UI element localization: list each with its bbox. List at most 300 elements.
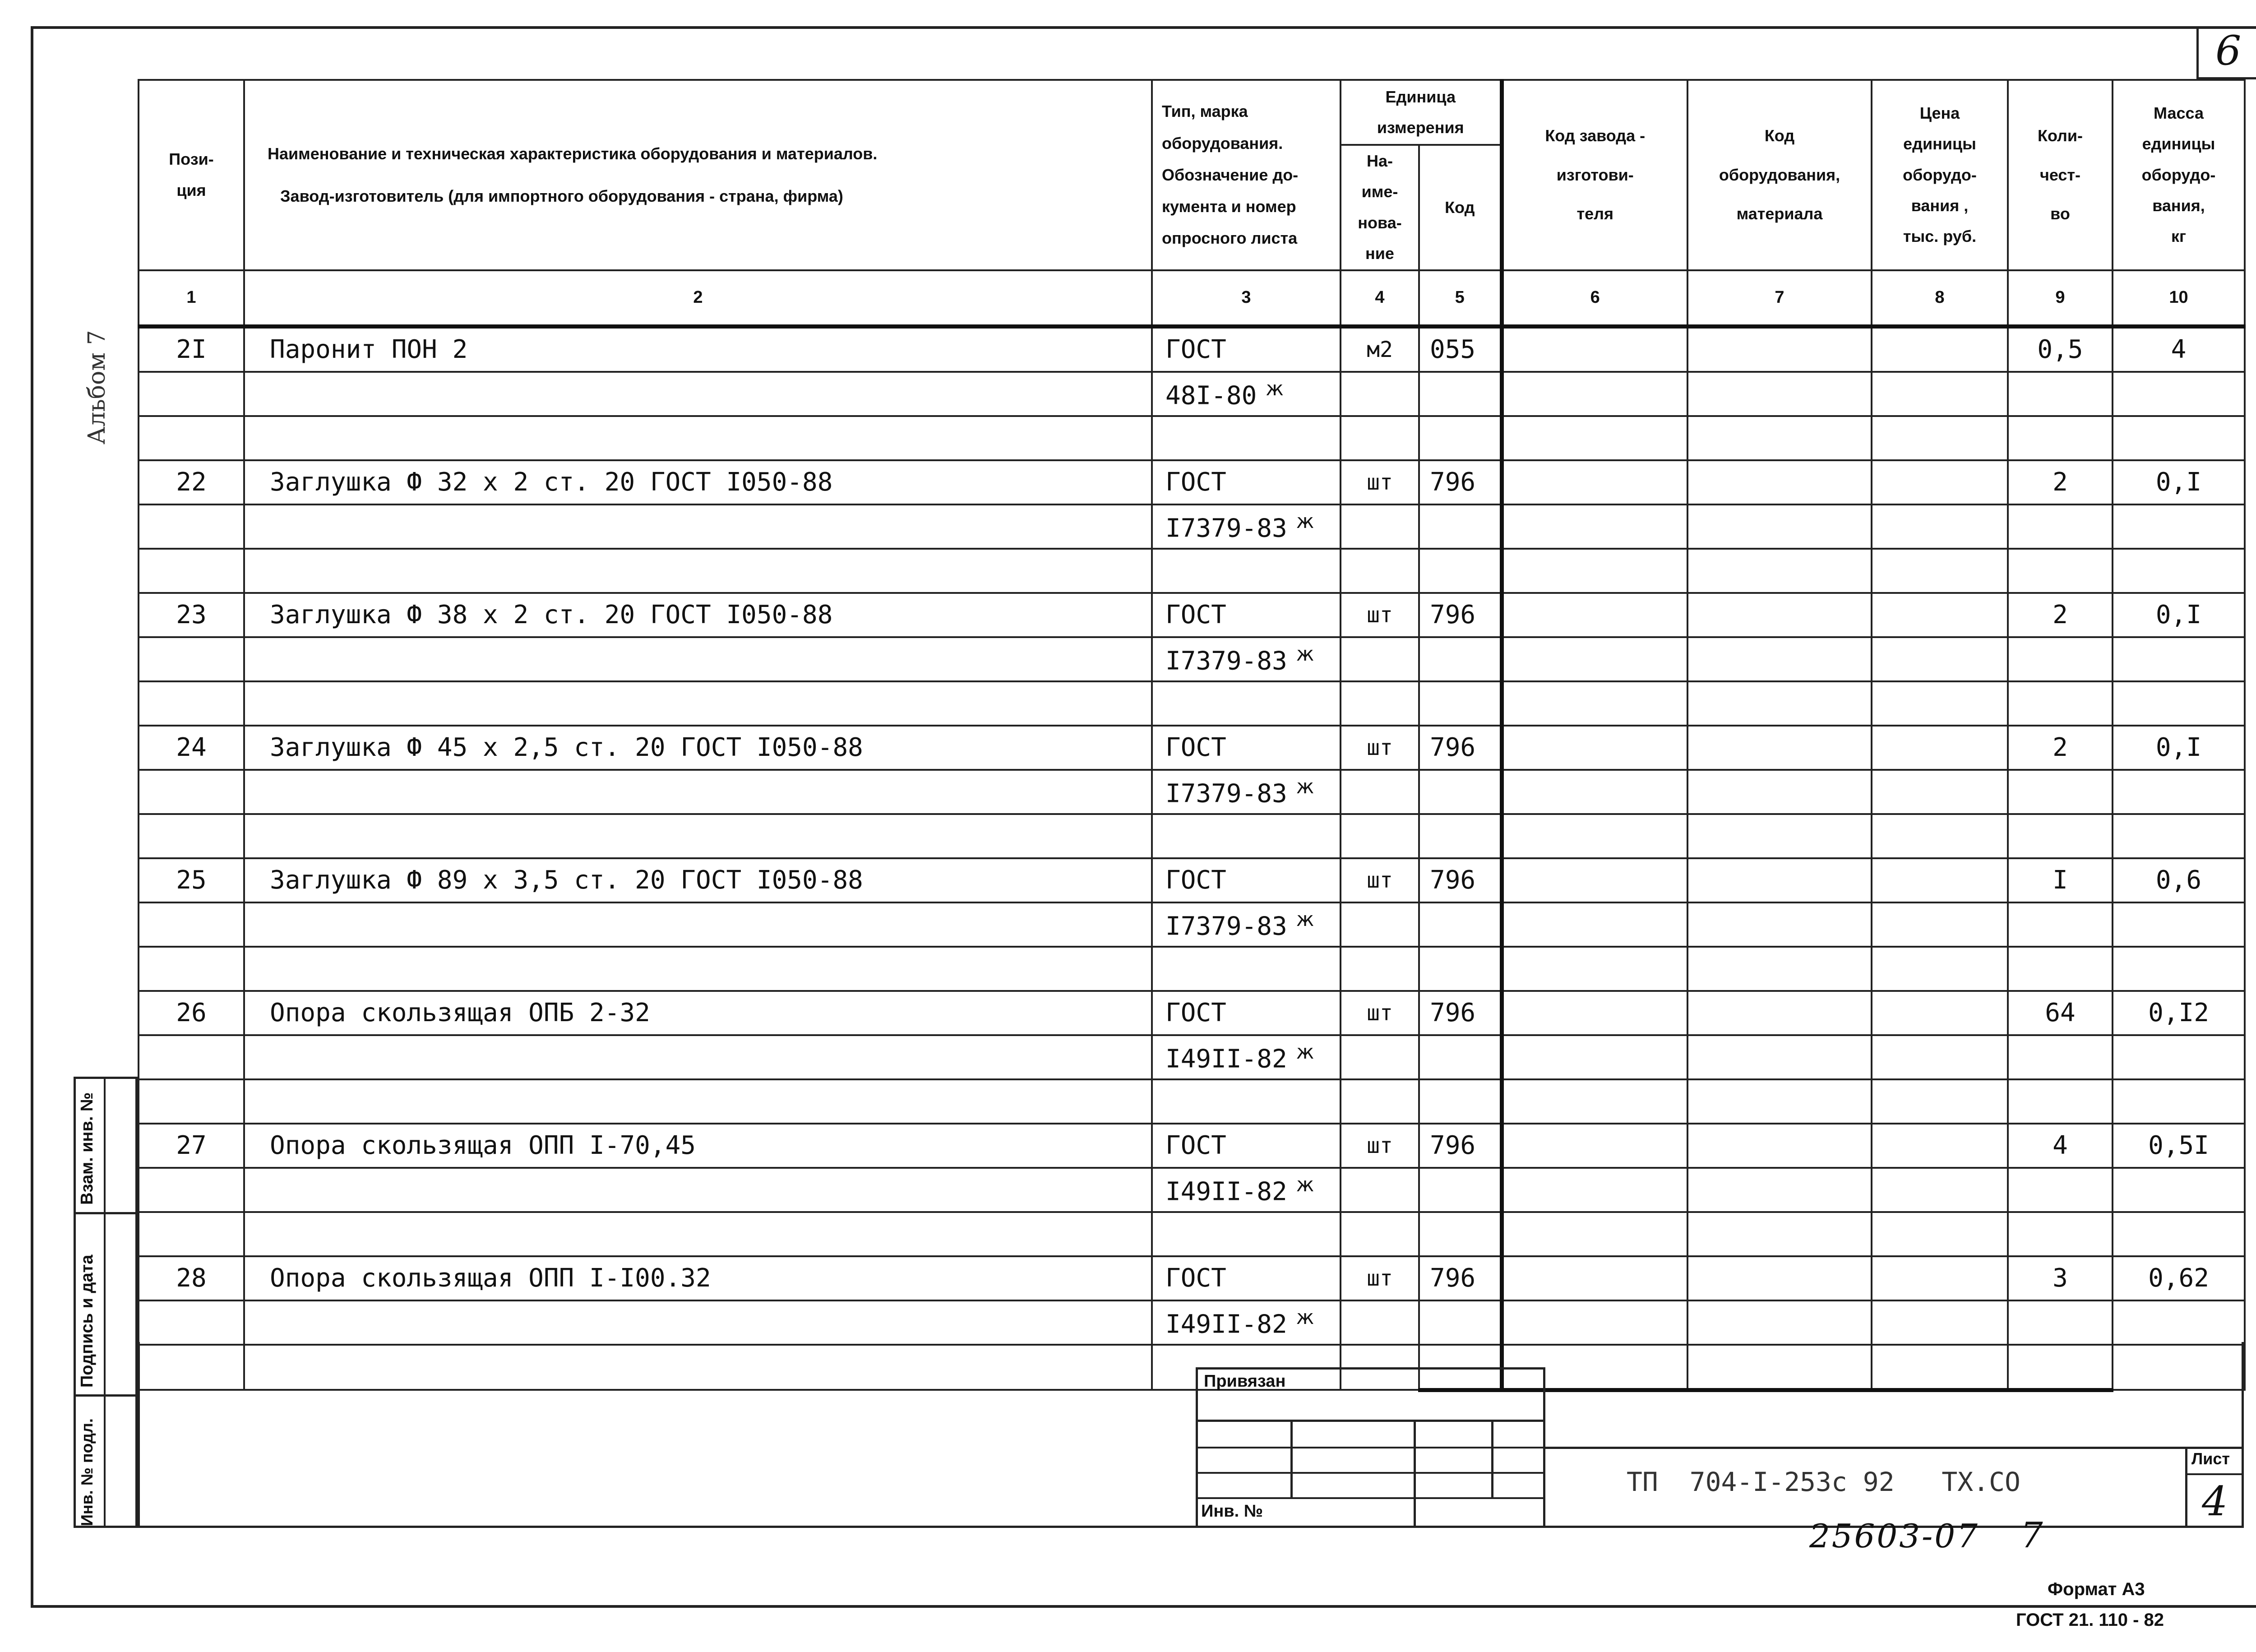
empty-cell <box>1687 1212 1872 1256</box>
empty-cell <box>1152 416 1341 460</box>
empty-cell <box>1687 770 1872 814</box>
format-label: Формат А3 <box>2048 1579 2145 1599</box>
empty-cell <box>2113 1079 2245 1124</box>
inv-no-label: Инв. № <box>1201 1502 1263 1521</box>
row-position: 22 <box>139 460 244 504</box>
row-mass: 0,I2 <box>2113 991 2245 1035</box>
empty-cell <box>1502 372 1687 416</box>
empty-cell <box>1872 416 2008 460</box>
empty-cell <box>1687 1079 1872 1124</box>
empty-cell <box>139 1300 244 1345</box>
empty-cell <box>1152 1079 1341 1124</box>
row-equipment-code <box>1687 858 1872 902</box>
row-unit-code: 796 <box>1419 726 1502 770</box>
empty-cell <box>244 814 1152 858</box>
star-mark: ж <box>1296 775 1314 798</box>
empty-cell <box>1341 1168 1419 1212</box>
empty-cell <box>1502 1079 1687 1124</box>
empty-cell <box>1872 770 2008 814</box>
row-doc-gost: ГОСТ <box>1152 460 1341 504</box>
empty-cell <box>244 637 1152 681</box>
empty-cell <box>2008 947 2113 991</box>
empty-cell <box>1341 1079 1419 1124</box>
empty-cell <box>139 902 244 947</box>
empty-cell <box>1341 637 1419 681</box>
star-mark: ж <box>1296 642 1314 666</box>
table-body <box>139 326 2245 1390</box>
row-unit-code: 796 <box>1419 991 1502 1035</box>
table-row <box>139 991 2245 1035</box>
row-doc-number: I7379-83 $^ж$ <box>1152 902 1341 947</box>
empty-cell <box>1341 372 1419 416</box>
empty-cell <box>1872 549 2008 593</box>
side-stamp-col <box>104 1077 106 1528</box>
empty-cell <box>1419 504 1502 549</box>
empty-cell <box>2008 902 2113 947</box>
album-label: Альбом 7 <box>83 330 111 444</box>
empty-cell <box>2113 947 2245 991</box>
empty-cell <box>2008 1035 2113 1079</box>
empty-cell <box>2008 1300 2113 1345</box>
row-quantity: 2 <box>2008 593 2113 637</box>
empty-cell <box>244 1079 1152 1124</box>
empty-cell <box>244 1212 1152 1256</box>
row-plant-code <box>1502 460 1687 504</box>
empty-cell <box>1502 1168 1687 1212</box>
outer-frame-top <box>31 26 2256 29</box>
star-mark: ж <box>1296 1040 1314 1064</box>
table-row-doc <box>139 770 2245 814</box>
row-plant-code <box>1502 1256 1687 1300</box>
col-number: 8 <box>1872 270 2008 327</box>
header-unit-price: Цена единицы оборудо- вания , тыс. руб. <box>1872 80 2008 270</box>
specification-table <box>138 79 2246 1392</box>
col-number: 5 <box>1419 270 1502 327</box>
privyazan-vline-2 <box>1414 1420 1416 1528</box>
archive-suffix: 7 <box>2020 1515 2043 1556</box>
row-unit-code: 055 <box>1419 326 1502 372</box>
outer-frame-left <box>31 26 33 1608</box>
row-quantity: I <box>2008 858 2113 902</box>
row-mass: 0,I <box>2113 593 2245 637</box>
empty-cell <box>1152 1212 1341 1256</box>
row-doc-gost: ГОСТ <box>1152 1256 1341 1300</box>
empty-cell <box>1152 814 1341 858</box>
empty-cell <box>2113 549 2245 593</box>
empty-cell <box>2113 681 2245 726</box>
empty-cell <box>139 814 244 858</box>
row-unit-code: 796 <box>1419 460 1502 504</box>
empty-cell <box>1419 902 1502 947</box>
row-price <box>1872 1124 2008 1168</box>
row-price <box>1872 593 2008 637</box>
empty-cell <box>1502 770 1687 814</box>
empty-cell <box>2113 372 2245 416</box>
list-label: Лист <box>2191 1449 2230 1468</box>
empty-cell <box>244 416 1152 460</box>
row-position: 25 <box>139 858 244 902</box>
empty-cell <box>1687 637 1872 681</box>
empty-cell <box>1502 416 1687 460</box>
row-unit-code: 796 <box>1419 1124 1502 1168</box>
empty-cell <box>2008 1212 2113 1256</box>
empty-cell <box>2113 637 2245 681</box>
star-mark: ж <box>1266 377 1284 400</box>
empty-cell <box>2008 372 2113 416</box>
empty-cell <box>1502 902 1687 947</box>
row-quantity: 0,5 <box>2008 326 2113 372</box>
table-row <box>139 460 2245 504</box>
row-mass: 0,6 <box>2113 858 2245 902</box>
row-doc-number: I49II-82 $^ж$ <box>1152 1168 1341 1212</box>
empty-cell <box>1687 416 1872 460</box>
table-row-spacer <box>139 549 2245 593</box>
row-unit-code: 796 <box>1419 1256 1502 1300</box>
row-mass: 0,I <box>2113 726 2245 770</box>
empty-cell <box>1341 549 1419 593</box>
empty-cell <box>1502 549 1687 593</box>
col-number: 4 <box>1341 270 1419 327</box>
table-row-doc <box>139 902 2245 947</box>
empty-cell <box>1341 1212 1419 1256</box>
empty-cell <box>2008 1079 2113 1124</box>
header-unit-mass: Масса единицы оборудо- вания, кг <box>2113 80 2245 270</box>
row-doc-gost: ГОСТ <box>1152 858 1341 902</box>
row-name: Опора скользящая ОПБ 2-32 <box>244 991 1152 1035</box>
row-price <box>1872 1256 2008 1300</box>
table-row-spacer <box>139 1079 2245 1124</box>
empty-cell <box>1341 1035 1419 1079</box>
table-row <box>139 1256 2245 1300</box>
empty-cell <box>2008 1168 2113 1212</box>
row-price <box>1872 326 2008 372</box>
row-quantity: 4 <box>2008 1124 2113 1168</box>
row-price <box>1872 991 2008 1035</box>
row-doc-number: I7379-83 $^ж$ <box>1152 637 1341 681</box>
row-unit: шт <box>1341 858 1419 902</box>
header-unit-code: Код <box>1419 145 1502 270</box>
row-doc-gost: ГОСТ <box>1152 726 1341 770</box>
empty-cell <box>244 549 1152 593</box>
table-row-doc <box>139 504 2245 549</box>
row-equipment-code <box>1687 460 1872 504</box>
empty-cell <box>1419 549 1502 593</box>
row-doc-gost: ГОСТ <box>1152 593 1341 637</box>
col-number: 6 <box>1502 270 1687 327</box>
empty-cell <box>1687 549 1872 593</box>
table-row-doc <box>139 372 2245 416</box>
col-number: 7 <box>1687 270 1872 327</box>
empty-cell <box>1419 1079 1502 1124</box>
row-name: Заглушка Ф 32 х 2 ст. 20 ГОСТ I050-88 <box>244 460 1152 504</box>
empty-cell <box>1687 1300 1872 1345</box>
empty-cell <box>1419 416 1502 460</box>
side-field-vzam: Взам. инв. № <box>78 1092 97 1205</box>
table-row-doc <box>139 1035 2245 1079</box>
empty-cell <box>139 1168 244 1212</box>
empty-cell <box>1872 504 2008 549</box>
empty-cell <box>244 902 1152 947</box>
table-row <box>139 593 2245 637</box>
privyazan-label: Привязан <box>1204 1372 1286 1391</box>
row-unit: шт <box>1341 726 1419 770</box>
empty-cell <box>1502 1035 1687 1079</box>
row-equipment-code <box>1687 326 1872 372</box>
empty-cell <box>244 1035 1152 1079</box>
privyazan-vline-1 <box>1290 1420 1293 1499</box>
row-plant-code <box>1502 593 1687 637</box>
list-box-divider <box>2185 1473 2244 1475</box>
empty-cell <box>244 1300 1152 1345</box>
row-unit-code: 796 <box>1419 593 1502 637</box>
empty-cell <box>2113 416 2245 460</box>
table-row <box>139 726 2245 770</box>
document-designation: ТП 704-I-253с 92 ТХ.СО <box>1627 1467 2020 1497</box>
row-unit: шт <box>1341 991 1419 1035</box>
row-equipment-code <box>1687 593 1872 637</box>
row-position: 28 <box>139 1256 244 1300</box>
row-name: Заглушка Ф 89 х 3,5 ст. 20 ГОСТ I050-88 <box>244 858 1152 902</box>
empty-cell <box>139 1212 244 1256</box>
row-name: Опора скользящая ОПП I-70,45 <box>244 1124 1152 1168</box>
row-doc-gost: ГОСТ <box>1152 991 1341 1035</box>
empty-cell <box>2008 770 2113 814</box>
row-plant-code <box>1502 991 1687 1035</box>
row-equipment-code <box>1687 1256 1872 1300</box>
col-number: 9 <box>2008 270 2113 327</box>
empty-cell <box>139 1079 244 1124</box>
table-row-spacer <box>139 947 2245 991</box>
empty-cell <box>139 372 244 416</box>
empty-cell <box>2008 416 2113 460</box>
empty-cell <box>2008 681 2113 726</box>
gost-footer: ГОСТ 21. 110 - 82 <box>2016 1610 2164 1630</box>
row-mass: 0,62 <box>2113 1256 2245 1300</box>
empty-cell <box>1872 1035 2008 1079</box>
empty-cell <box>1341 902 1419 947</box>
outer-frame-bottom <box>31 1605 2256 1608</box>
empty-cell <box>1872 1300 2008 1345</box>
table-row-doc <box>139 637 2245 681</box>
row-name: Заглушка Ф 38 х 2 ст. 20 ГОСТ I050-88 <box>244 593 1152 637</box>
empty-cell <box>1872 902 2008 947</box>
empty-cell <box>2008 814 2113 858</box>
table-row-spacer <box>139 1212 2245 1256</box>
empty-cell <box>244 770 1152 814</box>
empty-cell <box>2113 902 2245 947</box>
empty-cell <box>139 637 244 681</box>
table-row <box>139 326 2245 372</box>
empty-cell <box>1152 549 1341 593</box>
col-number: 10 <box>2113 270 2245 327</box>
table-row <box>139 1124 2245 1168</box>
empty-cell <box>244 372 1152 416</box>
empty-cell <box>2113 814 2245 858</box>
empty-cell <box>2008 504 2113 549</box>
empty-cell <box>2008 637 2113 681</box>
empty-cell <box>1687 1035 1872 1079</box>
empty-cell <box>2113 1300 2245 1345</box>
empty-cell <box>1687 947 1872 991</box>
star-mark: ж <box>1296 1173 1314 1196</box>
empty-cell <box>1687 504 1872 549</box>
side-stamp-div-2 <box>74 1394 138 1397</box>
empty-cell <box>1419 1168 1502 1212</box>
empty-cell <box>2113 1168 2245 1212</box>
empty-cell <box>1419 681 1502 726</box>
row-doc-number: I49II-82 $^ж$ <box>1152 1300 1341 1345</box>
row-name: Опора скользящая ОПП I-I00.32 <box>244 1256 1152 1300</box>
header-quantity: Коли- чест- во <box>2008 80 2113 270</box>
empty-cell <box>1502 681 1687 726</box>
empty-cell <box>1687 1168 1872 1212</box>
empty-cell <box>1872 681 2008 726</box>
empty-cell <box>139 416 244 460</box>
empty-cell <box>1872 814 2008 858</box>
empty-cell <box>139 770 244 814</box>
empty-cell <box>139 504 244 549</box>
row-position: 26 <box>139 991 244 1035</box>
row-unit: шт <box>1341 1256 1419 1300</box>
empty-cell <box>1872 372 2008 416</box>
corner-sheet-number: 6 <box>2215 27 2242 74</box>
empty-cell <box>1687 681 1872 726</box>
empty-cell <box>1687 372 1872 416</box>
empty-cell <box>244 681 1152 726</box>
archive-number: 25603-07 <box>1809 1517 1979 1555</box>
empty-cell <box>244 947 1152 991</box>
empty-cell <box>139 1035 244 1079</box>
empty-cell <box>2113 1212 2245 1256</box>
row-quantity: 64 <box>2008 991 2113 1035</box>
row-plant-code <box>1502 1124 1687 1168</box>
row-doc-number: I7379-83 $^ж$ <box>1152 504 1341 549</box>
row-quantity: 2 <box>2008 460 2113 504</box>
row-doc-number: 48I-80 $^ж$ <box>1152 372 1341 416</box>
header-equipment-code: Код оборудования, материала <box>1687 80 1872 270</box>
empty-cell <box>1872 1079 2008 1124</box>
header-unit-group: Единица измерения <box>1341 80 1502 145</box>
col-number: 3 <box>1152 270 1341 327</box>
row-name: Паронит ПОН 2 <box>244 326 1152 372</box>
row-position: 27 <box>139 1124 244 1168</box>
empty-cell <box>1872 947 2008 991</box>
star-mark: ж <box>1296 509 1314 533</box>
row-plant-code <box>1502 858 1687 902</box>
empty-cell <box>1152 681 1341 726</box>
row-position: 24 <box>139 726 244 770</box>
star-mark: ж <box>1296 907 1314 931</box>
empty-cell <box>139 681 244 726</box>
side-stamp-div-1 <box>74 1212 138 1214</box>
row-mass: 0,5I <box>2113 1124 2245 1168</box>
empty-cell <box>1419 814 1502 858</box>
empty-cell <box>1341 681 1419 726</box>
empty-cell <box>1687 814 1872 858</box>
table-row-spacer <box>139 814 2245 858</box>
empty-cell <box>2113 504 2245 549</box>
empty-cell <box>139 549 244 593</box>
table-row-spacer <box>139 416 2245 460</box>
row-equipment-code <box>1687 1124 1872 1168</box>
empty-cell <box>1419 770 1502 814</box>
empty-cell <box>2008 549 2113 593</box>
empty-cell <box>1419 372 1502 416</box>
empty-cell <box>1419 947 1502 991</box>
row-quantity: 3 <box>2008 1256 2113 1300</box>
row-unit: м2 <box>1341 326 1419 372</box>
row-doc-gost: ГОСТ <box>1152 1124 1341 1168</box>
list-number: 4 <box>2202 1478 2228 1525</box>
row-position: 2I <box>139 326 244 372</box>
header-position: Пози- ция <box>139 80 244 270</box>
empty-cell <box>1872 1212 2008 1256</box>
header-type-doc: Тип, марка оборудования. Обозначение до- кумента и номер опросного листа <box>1152 80 1341 270</box>
side-field-podpis: Подпись и дата <box>78 1254 97 1388</box>
empty-cell <box>1419 1212 1502 1256</box>
row-price <box>1872 858 2008 902</box>
empty-cell <box>1502 947 1687 991</box>
row-quantity: 2 <box>2008 726 2113 770</box>
row-plant-code <box>1502 326 1687 372</box>
empty-cell <box>1341 1300 1419 1345</box>
empty-cell <box>1341 770 1419 814</box>
empty-cell <box>1419 1035 1502 1079</box>
row-mass: 4 <box>2113 326 2245 372</box>
empty-cell <box>1687 902 1872 947</box>
star-mark: ж <box>1296 1305 1314 1329</box>
row-unit: шт <box>1341 460 1419 504</box>
empty-cell <box>2113 770 2245 814</box>
header-row-1 <box>139 80 2245 145</box>
col-number: 1 <box>139 270 244 327</box>
row-unit-code: 796 <box>1419 858 1502 902</box>
empty-cell <box>1341 814 1419 858</box>
empty-cell <box>1502 814 1687 858</box>
empty-cell <box>1419 637 1502 681</box>
row-equipment-code <box>1687 726 1872 770</box>
privyazan-vline-3 <box>1491 1420 1493 1499</box>
row-price <box>1872 460 2008 504</box>
header-plant-code: Код завода - изготови- теля <box>1502 80 1687 270</box>
table-row-doc <box>139 1300 2245 1345</box>
empty-cell <box>1341 504 1419 549</box>
header-name: Наименование и техническая характеристика оборудования и материалов. Завод-изготовитель (для импортного оборудования - страна, фирма) <box>244 80 1152 270</box>
column-number-row <box>139 270 2245 327</box>
empty-cell <box>2113 1035 2245 1079</box>
row-doc-gost: ГОСТ <box>1152 326 1341 372</box>
table-row-doc <box>139 1168 2245 1212</box>
empty-cell <box>1152 947 1341 991</box>
row-position: 23 <box>139 593 244 637</box>
row-unit: шт <box>1341 593 1419 637</box>
row-mass: 0,I <box>2113 460 2245 504</box>
empty-cell <box>1872 1168 2008 1212</box>
row-plant-code <box>1502 726 1687 770</box>
col-number: 2 <box>244 270 1152 327</box>
row-price <box>1872 726 2008 770</box>
side-field-inv: Инв. № подл. <box>78 1418 96 1526</box>
header-unit-name: На- име- нова- ние <box>1341 145 1419 270</box>
empty-cell <box>1502 1300 1687 1345</box>
empty-cell <box>1502 1212 1687 1256</box>
empty-cell <box>1502 504 1687 549</box>
row-doc-number: I7379-83 $^ж$ <box>1152 770 1341 814</box>
empty-cell <box>139 947 244 991</box>
row-unit: шт <box>1341 1124 1419 1168</box>
empty-cell <box>1419 1300 1502 1345</box>
row-equipment-code <box>1687 991 1872 1035</box>
